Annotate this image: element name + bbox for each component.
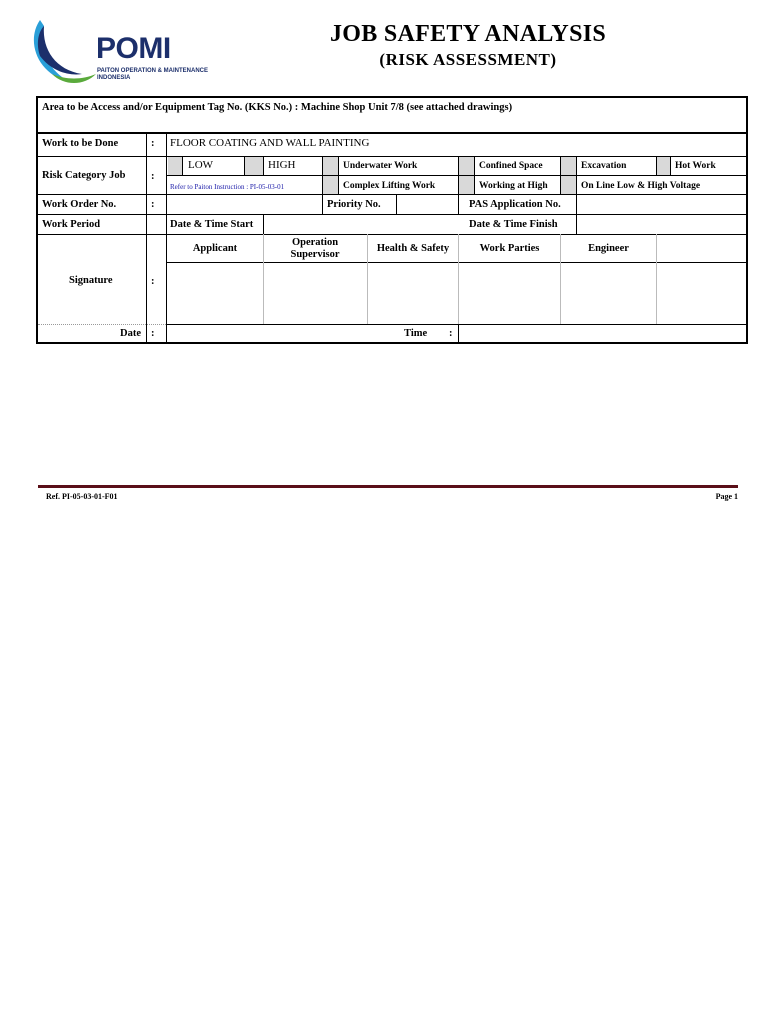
date-time-finish-label: Date & Time Finish bbox=[469, 219, 558, 230]
work-to-be-done-value[interactable]: FLOOR COATING AND WALL PAINTING bbox=[170, 137, 370, 149]
risk-high-checkbox[interactable] bbox=[244, 156, 263, 175]
hazard-complex-lifting: Complex Lifting Work bbox=[343, 181, 436, 191]
risk-low-checkbox[interactable] bbox=[168, 156, 182, 175]
colon: : bbox=[151, 328, 155, 339]
colon: : bbox=[151, 276, 155, 287]
signature-col-engineer: Engineer bbox=[588, 243, 629, 254]
signature-box-work-parties[interactable] bbox=[459, 263, 560, 324]
hazard-working-at-height: Working at High bbox=[479, 181, 548, 191]
logo-subtitle bbox=[97, 68, 208, 82]
colon: : bbox=[151, 199, 155, 210]
hazard-confined-space: Confined Space bbox=[479, 161, 543, 171]
colon: : bbox=[449, 328, 453, 339]
page-subtitle: (RISK ASSESSMENT) bbox=[379, 50, 557, 69]
hazard-underwater: Underwater Work bbox=[343, 161, 418, 171]
risk-high-label: HIGH bbox=[268, 159, 296, 171]
signature-col-operation-supervisor: Operation Supervisor bbox=[290, 237, 340, 260]
time-label: Time bbox=[404, 328, 428, 339]
hazard-checkbox-col4[interactable] bbox=[656, 156, 670, 175]
date-label: Date bbox=[120, 328, 141, 339]
signature-col-applicant: Applicant bbox=[192, 243, 238, 254]
signature-col-work-parties: Work Parties bbox=[479, 243, 540, 254]
signature-box-health-safety[interactable] bbox=[368, 263, 458, 324]
signature-box-engineer[interactable] bbox=[561, 263, 656, 324]
pas-application-label: PAS Application No. bbox=[469, 199, 561, 210]
signature-col-health-safety: Health & Safety bbox=[376, 243, 450, 254]
jsa-form bbox=[36, 96, 748, 344]
signature-label: Signature bbox=[69, 275, 113, 286]
hazard-online-voltage: On Line Low & High Voltage bbox=[581, 181, 701, 191]
logo-subtitle-line2: INDONESIA bbox=[97, 75, 131, 81]
logo-name: POMI bbox=[96, 32, 171, 65]
work-to-be-done-label: Work to be Done bbox=[42, 138, 119, 149]
signature-box-applicant[interactable] bbox=[167, 263, 263, 324]
pomi-logo-swoosh-icon bbox=[30, 16, 100, 90]
hazard-excavation: Excavation bbox=[581, 161, 627, 171]
footer-reference: Ref. PI-05-03-01-F01 bbox=[46, 492, 118, 501]
logo-subtitle-line1: PAITON OPERATION & MAINTENANCE bbox=[97, 68, 209, 74]
area-label: Area to be Access and/or Equipment Tag No. (KKS No.) : Machine Shop Unit 7/8 (see attached drawings) bbox=[42, 102, 513, 113]
signature-box-operation-supervisor[interactable] bbox=[264, 263, 367, 324]
priority-label: Priority No. bbox=[327, 199, 381, 210]
colon: : bbox=[151, 138, 155, 149]
work-period-label: Work Period bbox=[42, 219, 101, 230]
footer-divider bbox=[38, 485, 738, 488]
hazard-hot-work: Hot Work bbox=[675, 161, 716, 171]
footer-page-number: Page 1 bbox=[715, 492, 738, 501]
pomi-logo bbox=[30, 16, 210, 90]
risk-category-label: Risk Category Job bbox=[42, 170, 126, 181]
page-title: JOB SAFETY ANALYSIS bbox=[329, 21, 607, 47]
risk-low-label: LOW bbox=[188, 159, 214, 171]
refer-note: Refer to Paiton Instruction : PI-05-03-01 bbox=[170, 183, 285, 191]
work-order-label: Work Order No. bbox=[42, 199, 117, 210]
colon: : bbox=[151, 171, 155, 182]
date-time-start-label: Date & Time Start bbox=[170, 219, 254, 230]
